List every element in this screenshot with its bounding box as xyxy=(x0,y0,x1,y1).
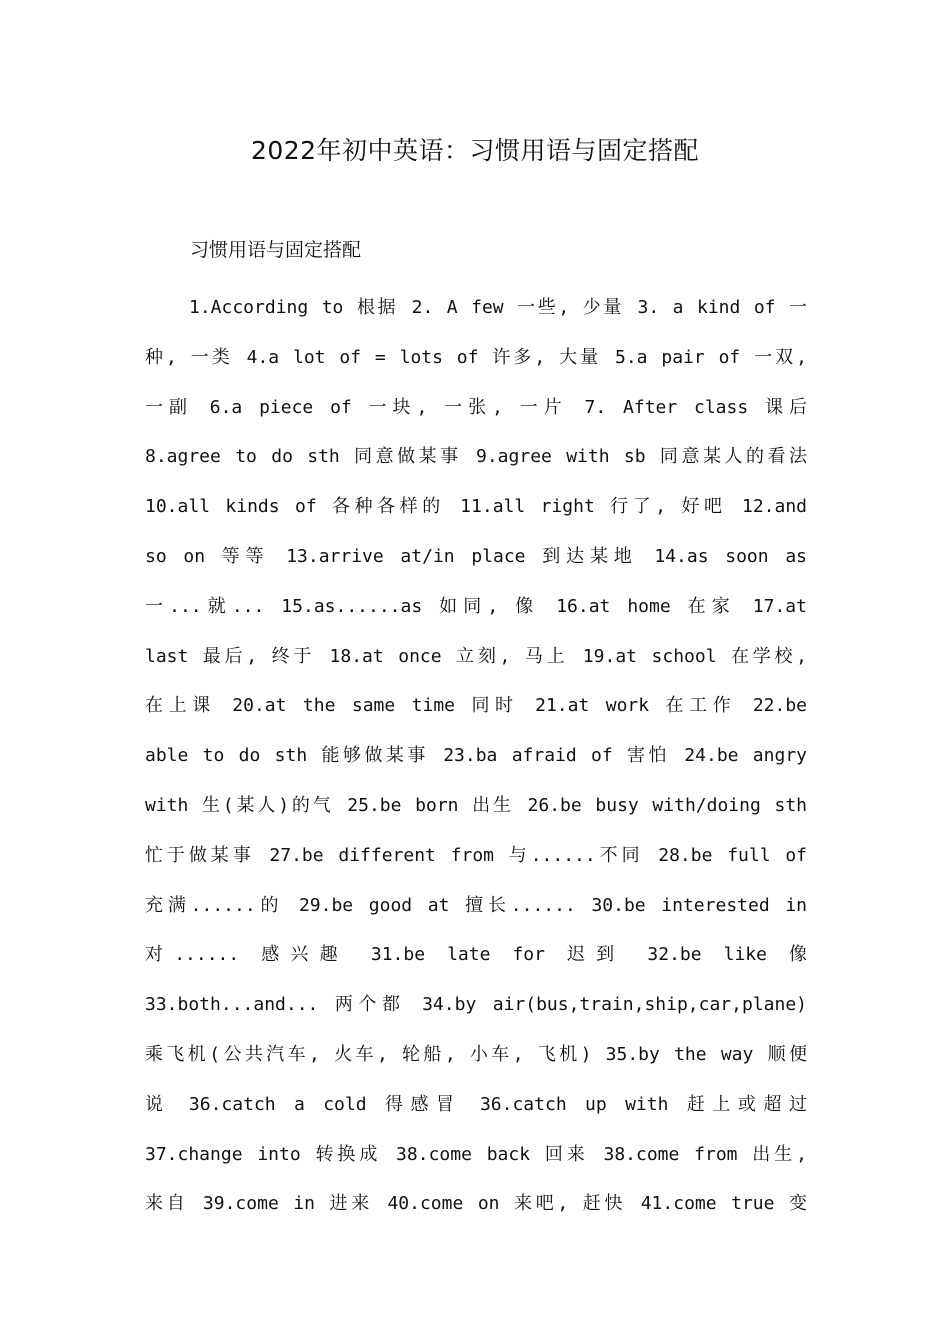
text-line: 在上课 20.at the same time 同时 21.at work 在工作 22.be xyxy=(145,695,807,717)
text-line: 乘飞机(公共汽车, 火车, 轮船, 小车, 飞机) 35.by the way 顺便 xyxy=(145,1043,807,1065)
section-heading: 习惯用语与固定搭配 xyxy=(190,239,362,261)
text-line: 1.According to 根据 2. A few 一些, 少量 3. a kind of 一 xyxy=(189,297,807,318)
text-line: 10.all kinds of 各种各样的 11.all right 行了, 好吧 12.and xyxy=(145,496,807,518)
body-paragraph xyxy=(145,283,807,1229)
text-line: 忙于做某事 27.be different from 与......不同 28.be full of xyxy=(145,844,807,866)
text-line: with 生(某人)的气 25.be born 出生 26.be busy with/doing sth xyxy=(145,794,807,816)
text-line: 一...就... 15.as......as 如同, 像 16.at home 在家 17.at xyxy=(145,595,807,617)
text-line: 一副 6.a piece of 一块, 一张, 一片 7. After class 课后 xyxy=(145,396,807,418)
text-line: able to do sth 能够做某事 23.ba afraid of 害怕 24.be angry xyxy=(145,745,807,767)
text-line: 说 36.catch a cold 得感冒 36.catch up with 赶上或超过 xyxy=(145,1093,807,1115)
text-line: 33.both...and... 两个都 34.by air(bus,train,ship,car,plane) xyxy=(145,994,807,1016)
text-line: 37.change into 转换成 38.come back 回来 38.come from 出生, xyxy=(145,1143,807,1165)
text-line: so on 等等 13.arrive at/in place 到达某地 14.as soon as xyxy=(145,545,807,567)
text-line: last 最后, 终于 18.at once 立刻, 马上 19.at school 在学校, xyxy=(145,645,807,667)
text-line: 8.agree to do sth 同意做某事 9.agree with sb 同意某人的看法 xyxy=(145,446,807,468)
document-title: 2022年初中英语：习惯用语与固定搭配 xyxy=(250,136,700,165)
text-line: 来自 39.come in 进来 40.come on 来吧, 赶快 41.come true 变 xyxy=(145,1193,807,1215)
text-line: 充满......的 29.be good at 擅长...... 30.be interested in xyxy=(145,894,807,916)
text-line: 对...... 感兴趣 31.be late for 迟到 32.be like 像 xyxy=(145,944,807,966)
text-line: 种, 一类 4.a lot of = lots of 许多, 大量 5.a pair of 一双, xyxy=(145,346,807,368)
